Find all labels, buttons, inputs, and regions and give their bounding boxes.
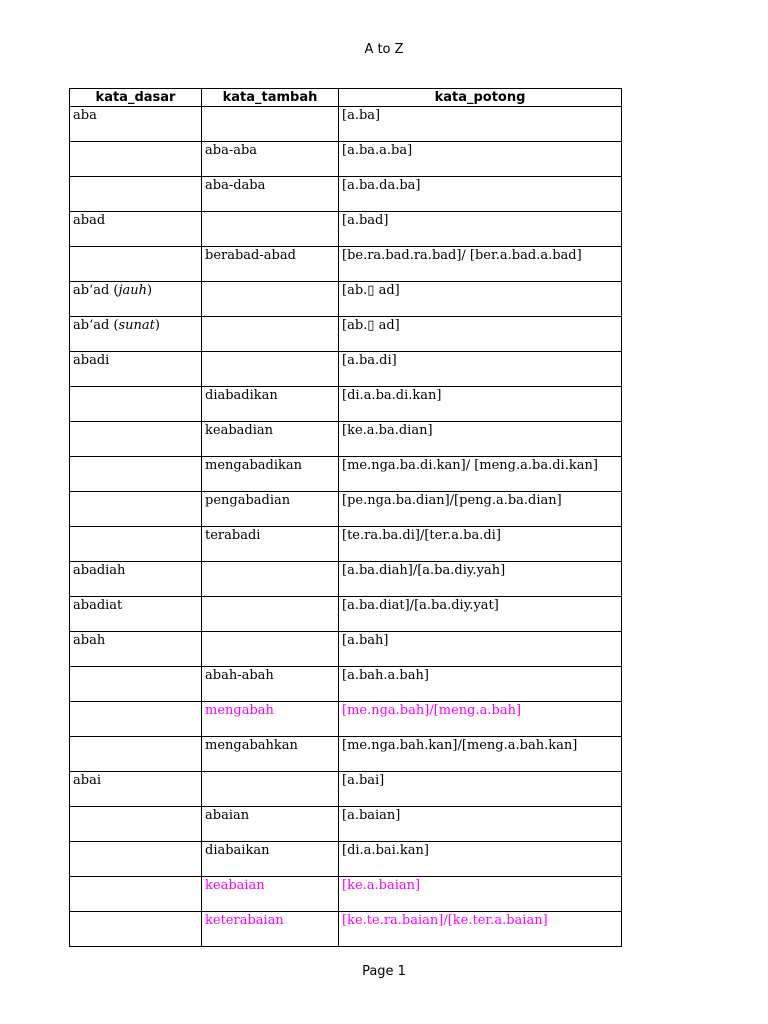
cell-kata-potong: [a.ba.diat]/[a.ba.diy.yat]	[339, 597, 622, 632]
table-row	[70, 387, 622, 422]
column-header-kata-potong: kata_potong	[339, 89, 622, 107]
cell-kata-potong: [me.nga.bah.kan]/[meng.a.bah.kan]	[339, 737, 622, 772]
cell-kata-dasar	[70, 562, 202, 597]
cell-kata-potong: [pe.nga.ba.dian]/[peng.a.ba.dian]	[339, 492, 622, 527]
cell-kata-tambah: keterabaian	[202, 912, 339, 947]
cell-kata-potong: [a.ba.a.ba]	[339, 142, 622, 177]
cell-kata-tambah	[202, 282, 339, 317]
cell-kata-tambah	[202, 632, 339, 667]
kata-dasar-text: abah	[73, 633, 106, 648]
table-row	[70, 107, 622, 142]
cell-kata-dasar: ab‘ad (jauh)	[70, 282, 202, 317]
cell-kata-dasar	[70, 737, 202, 772]
cell-kata-dasar	[70, 807, 202, 842]
cell-kata-dasar	[70, 352, 202, 387]
table-row	[70, 737, 622, 772]
table-row	[70, 177, 622, 212]
cell-kata-potong: [a.bai]	[339, 772, 622, 807]
table-row	[70, 702, 622, 737]
table-row	[70, 457, 622, 492]
cell-kata-potong: [te.ra.ba.di]/[ter.a.ba.di]	[339, 527, 622, 562]
cell-kata-dasar	[70, 422, 202, 457]
table-row	[70, 807, 622, 842]
cell-kata-tambah	[202, 772, 339, 807]
cell-kata-tambah: aba-daba	[202, 177, 339, 212]
table-row	[70, 282, 622, 317]
kata-dasar-note: sunat	[118, 318, 155, 333]
cell-kata-dasar	[70, 527, 202, 562]
kata-dasar-text: abadiah	[73, 563, 126, 578]
kata-dasar-text: aba	[73, 108, 97, 123]
cell-kata-dasar	[70, 912, 202, 947]
cell-kata-tambah	[202, 352, 339, 387]
cell-kata-potong: [ab.▯ ad]	[339, 282, 622, 317]
cell-kata-dasar	[70, 702, 202, 737]
cell-kata-dasar	[70, 107, 202, 142]
column-header-kata-dasar: kata_dasar	[70, 89, 202, 107]
table-body	[70, 107, 622, 947]
cell-kata-potong: [a.ba.di]	[339, 352, 622, 387]
cell-kata-dasar	[70, 142, 202, 177]
cell-kata-tambah: mengabahkan	[202, 737, 339, 772]
cell-kata-tambah: diabadikan	[202, 387, 339, 422]
page-header-title: A to Z	[364, 42, 404, 57]
cell-kata-tambah: abaian	[202, 807, 339, 842]
table-row	[70, 142, 622, 177]
cell-kata-tambah: mengabah	[202, 702, 339, 737]
table-row	[70, 562, 622, 597]
cell-kata-tambah: keabaian	[202, 877, 339, 912]
cell-kata-dasar	[70, 212, 202, 247]
cell-kata-dasar: ab‘ad (sunat)	[70, 317, 202, 352]
cell-kata-potong: [a.bah.a.bah]	[339, 667, 622, 702]
cell-kata-potong: [a.ba.da.ba]	[339, 177, 622, 212]
kata-dasar-text: abadi	[73, 353, 110, 368]
cell-kata-potong: [a.bad]	[339, 212, 622, 247]
cell-kata-dasar	[70, 492, 202, 527]
kata-dasar-text: ab‘ad	[73, 283, 110, 298]
cell-kata-potong: [a.baian]	[339, 807, 622, 842]
table-header	[70, 89, 622, 107]
cell-kata-tambah	[202, 317, 339, 352]
table-row	[70, 912, 622, 947]
cell-kata-tambah	[202, 562, 339, 597]
cell-kata-potong: [me.nga.ba.di.kan]/ [meng.a.ba.di.kan]	[339, 457, 622, 492]
cell-kata-tambah: terabadi	[202, 527, 339, 562]
word-table	[69, 88, 622, 947]
cell-kata-potong: [ab.▯ ad]	[339, 317, 622, 352]
table-row	[70, 877, 622, 912]
cell-kata-tambah	[202, 212, 339, 247]
kata-dasar-note: jauh	[118, 283, 148, 298]
cell-kata-potong: [a.bah]	[339, 632, 622, 667]
cell-kata-dasar	[70, 597, 202, 632]
cell-kata-potong: [ke.a.ba.dian]	[339, 422, 622, 457]
table-row	[70, 352, 622, 387]
cell-kata-dasar	[70, 842, 202, 877]
cell-kata-dasar	[70, 632, 202, 667]
kata-dasar-text: abai	[73, 773, 101, 788]
kata-dasar-text: ab‘ad	[73, 318, 110, 333]
table-row	[70, 492, 622, 527]
cell-kata-dasar	[70, 667, 202, 702]
cell-kata-dasar	[70, 772, 202, 807]
cell-kata-tambah: abah-abah	[202, 667, 339, 702]
cell-kata-tambah: mengabadikan	[202, 457, 339, 492]
table-row	[70, 247, 622, 282]
cell-kata-dasar	[70, 177, 202, 212]
cell-kata-dasar	[70, 457, 202, 492]
cell-kata-tambah	[202, 107, 339, 142]
table-row	[70, 842, 622, 877]
table-row	[70, 632, 622, 667]
table-row	[70, 667, 622, 702]
kata-dasar-text: abadiat	[73, 598, 123, 613]
cell-kata-dasar	[70, 387, 202, 422]
table-row	[70, 597, 622, 632]
cell-kata-potong: [a.ba.diah]/[a.ba.diy.yah]	[339, 562, 622, 597]
cell-kata-tambah: aba-aba	[202, 142, 339, 177]
cell-kata-potong: [di.a.ba.di.kan]	[339, 387, 622, 422]
cell-kata-tambah: pengabadian	[202, 492, 339, 527]
column-header-kata-tambah: kata_tambah	[202, 89, 339, 107]
cell-kata-dasar	[70, 247, 202, 282]
cell-kata-dasar	[70, 877, 202, 912]
header-row	[70, 89, 622, 107]
cell-kata-potong: [me.nga.bah]/[meng.a.bah]	[339, 702, 622, 737]
page-footer-number: Page 1	[362, 964, 406, 979]
table-row	[70, 317, 622, 352]
cell-kata-tambah: diabaikan	[202, 842, 339, 877]
table-row	[70, 772, 622, 807]
cell-kata-potong: [a.ba]	[339, 107, 622, 142]
cell-kata-potong: [ke.a.baian]	[339, 877, 622, 912]
cell-kata-potong: [ke.te.ra.baian]/[ke.ter.a.baian]	[339, 912, 622, 947]
table-row	[70, 212, 622, 247]
table-row	[70, 422, 622, 457]
cell-kata-potong: [di.a.bai.kan]	[339, 842, 622, 877]
kata-dasar-text: abad	[73, 213, 106, 228]
cell-kata-tambah: berabad-abad	[202, 247, 339, 282]
cell-kata-tambah	[202, 597, 339, 632]
table-row	[70, 527, 622, 562]
cell-kata-potong: [be.ra.bad.ra.bad]/ [ber.a.bad.a.bad]	[339, 247, 622, 282]
cell-kata-tambah: keabadian	[202, 422, 339, 457]
